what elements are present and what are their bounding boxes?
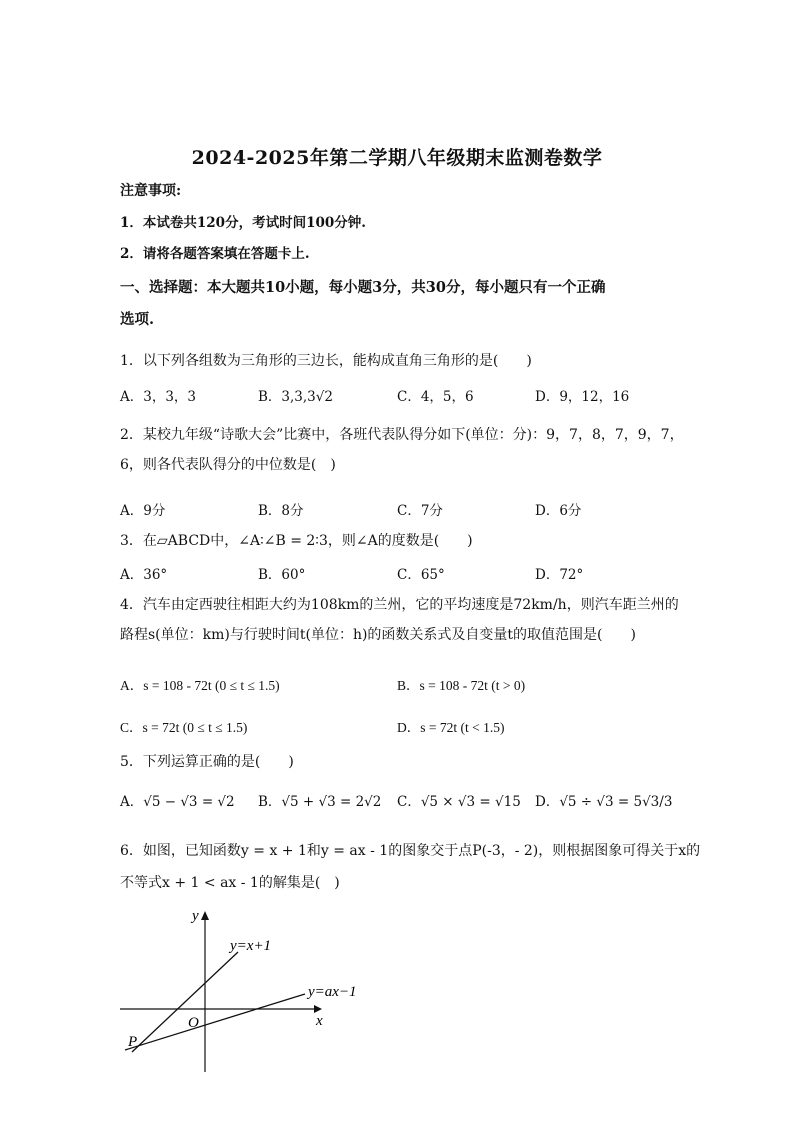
q3-option-b: B．60° [258,567,306,583]
point-p-label: P [128,1034,138,1050]
q3-option-a: A．36° [120,567,168,583]
q2-option-d: D．6分 [535,503,582,519]
section-heading-line2: 选项. [120,311,155,328]
q6-function-graph [110,900,380,1085]
q5-option-c: C．√5 × √3 = √15 [397,794,521,810]
y-axis-label: y [192,908,199,924]
section-heading-line1: 一、选择题：本大题共10小题，每小题3分，共30分，每小题只有一个正确 [120,279,606,296]
q1-option-b: B．3,3,3√2 [258,389,333,405]
question-4-stem-line2: 路程s(单位：km)与行驶时间t(单位：h)的函数关系式及自变量t的取值范围是( ) [120,627,636,643]
x-axis-arrow [314,1005,322,1013]
q2-option-a: A．9分 [120,503,166,519]
question-3-stem: 3．在▱ABCD中，∠A∶∠B = 2∶3，则∠A的度数是( ) [120,533,473,549]
q4-option-c: C．s = 72t (0 ≤ t ≤ 1.5) [120,720,248,735]
question-5-stem: 5．下列运算正确的是( ) [120,754,294,770]
origin-label: O [188,1015,199,1031]
line-y-equals-x-plus-1 [132,952,238,1052]
question-2-stem-line1: 2．某校九年级“诗歌大会”比赛中，各班代表队得分如下(单位：分)：9，7，8，7，9，7， [120,427,684,443]
question-4-stem-line1: 4．汽车由定西驶往相距大约为108km的兰州，它的平均速度是72km/h，则汽车距兰州的 [120,597,679,613]
question-6-stem-line1: 6．如图，已知函数y = x + 1和y = ax - 1的图象交于点P(-3，- 2)，则根据图象可得关于x的 [120,843,701,859]
note-item-1: 1．本试卷共120分，考试时间100分钟. [120,215,366,231]
exam-title: 2024-2025年第二学期八年级期末监测卷数学 [191,147,603,169]
question-6-stem-line2: 不等式x + 1 < ax - 1的解集是( ) [120,875,340,891]
line1-label: y=x+1 [230,938,272,954]
q5-option-d: D．√5 ÷ √3 = 5√3/3 [535,794,673,810]
note-item-2: 2．请将各题答案填在答题卡上. [120,246,310,262]
q3-option-c: C．65° [397,567,445,583]
q3-option-d: D．72° [535,567,584,583]
q4-option-a: A．s = 108 - 72t (0 ≤ t ≤ 1.5) [120,678,280,693]
x-axis-label: x [316,1013,323,1029]
q5-option-a: A．√5 − √3 = √2 [120,794,235,810]
q1-option-d: D．9，12，16 [535,389,630,405]
q4-option-d: D．s = 72t (t < 1.5) [397,720,505,735]
q4-option-b: B．s = 108 - 72t (t > 0) [397,678,526,693]
q2-option-c: C．7分 [397,503,443,519]
line-y-equals-ax-minus-1 [125,994,305,1050]
line2-label: y=ax−1 [308,984,357,1000]
y-axis-arrow [201,911,209,920]
question-2-stem-line2: 6，则各代表队得分的中位数是( ) [120,457,336,473]
q1-option-a: A．3，3，3 [120,389,197,405]
notes-heading: 注意事项: [120,183,182,199]
q5-option-b: B．√5 + √3 = 2√2 [258,794,382,810]
question-1-stem: 1．以下列各组数为三角形的三边长，能构成直角三角形的是( ) [120,353,532,369]
q1-option-c: C．4，5，6 [397,389,474,405]
q2-option-b: B．8分 [258,503,304,519]
